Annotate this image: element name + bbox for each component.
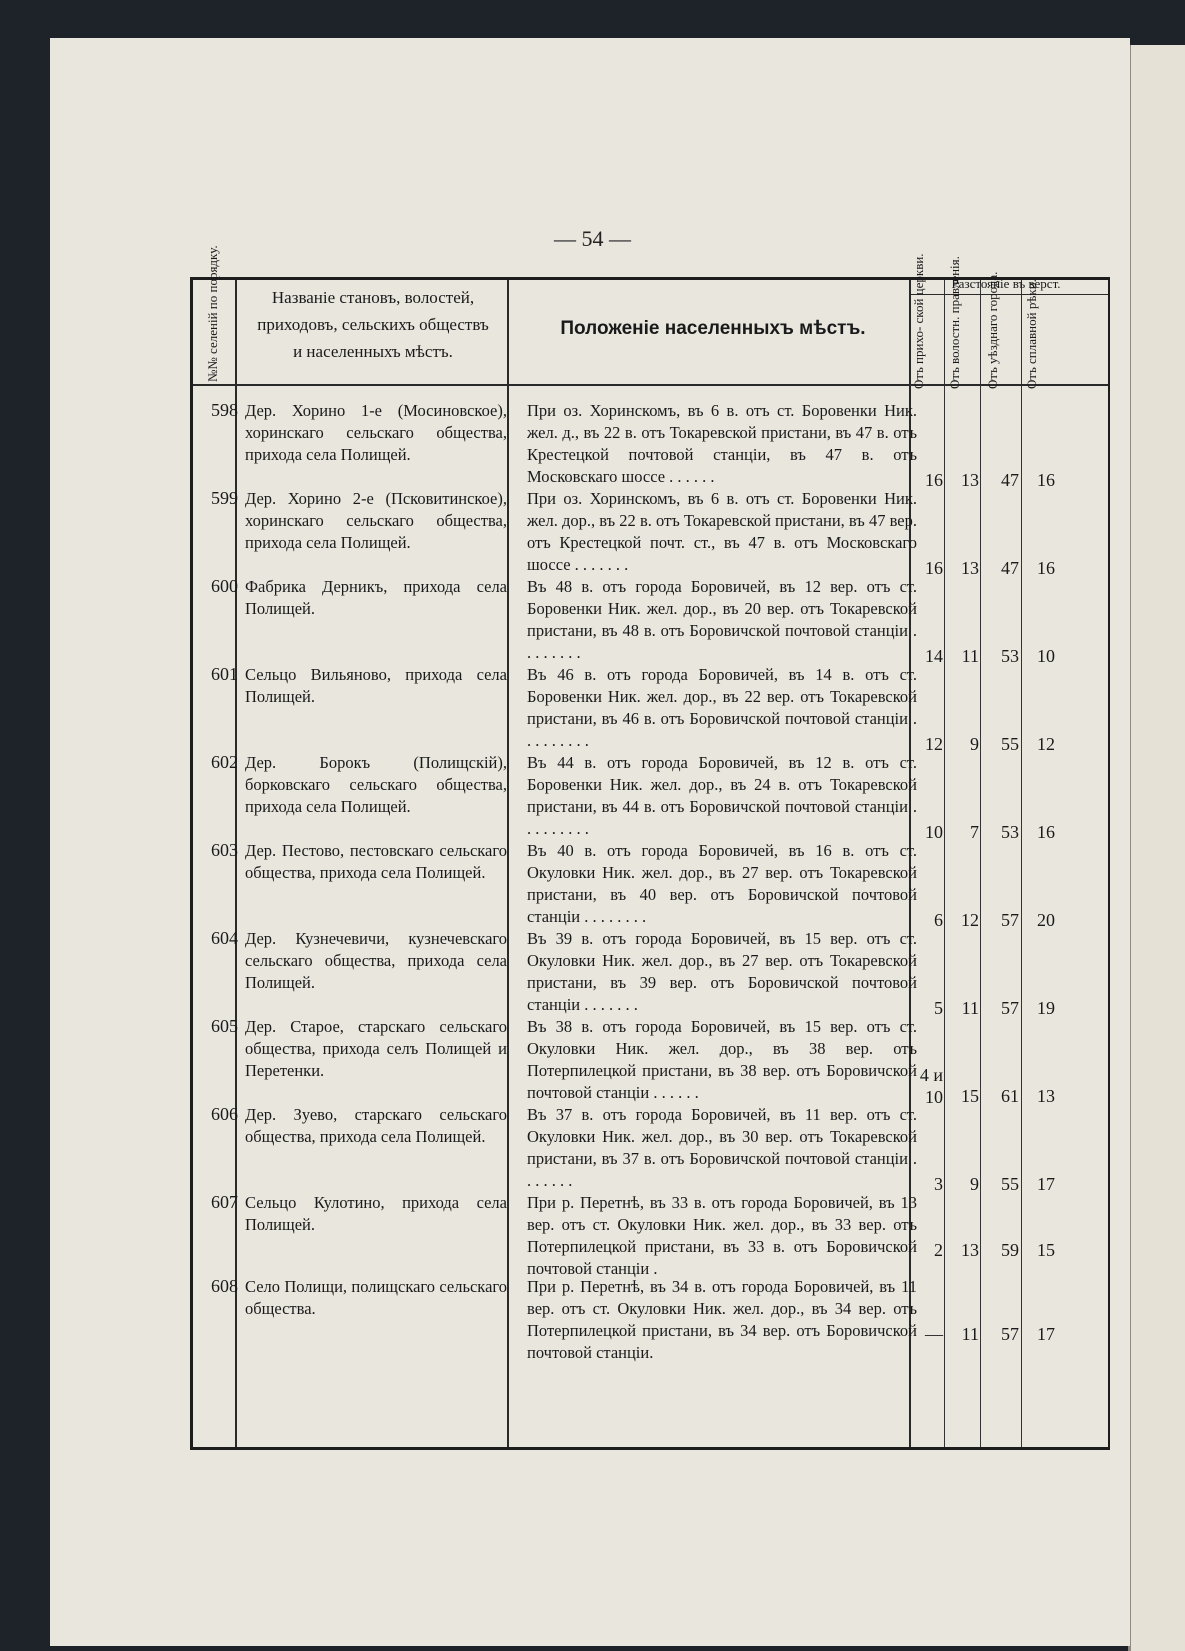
header-river: Отъ сплавной рѣки.: [1024, 279, 1039, 389]
dist-river: 17: [1037, 1174, 1055, 1194]
dist-town: 53: [1001, 822, 1019, 842]
dist-volost: 11: [961, 646, 979, 666]
dist-church: 14: [925, 646, 943, 666]
rule-name: [507, 280, 509, 1447]
distance-group-rule: [909, 294, 1108, 295]
dist-church: 3: [934, 1174, 943, 1194]
settlement-position: При р. Перетнѣ, въ 34 в. отъ города Боровичей, въ 11 вер. отъ ст. Окуловки Ник. жел. дор., въ 34 вер. отъ Потерпилецкой пристани, въ 34 вер. отъ Боровичской почтовой станціи.: [527, 1277, 917, 1362]
dist-town: 57: [1001, 910, 1019, 930]
dist-church: 12: [925, 734, 943, 754]
dist-volost: 11: [961, 1324, 979, 1344]
row-number: 606: [211, 1104, 238, 1124]
dist-volost: 15: [961, 1086, 979, 1106]
dist-river: 16: [1037, 822, 1055, 842]
settlement-name: Сельцо Кулотино, прихода села Полищей.: [245, 1193, 507, 1234]
settlement-position: Въ 38 в. отъ города Боровичей, въ 15 вер. отъ ст. Окуловки Ник. жел. дор., въ 38 вер. отъ Потерпилецкой пристани, въ 38 вер. отъ Боровичской почтовой станціи . . . . . .: [527, 1017, 917, 1102]
header-volost: Отъ волостн. правленія.: [947, 256, 962, 389]
header-num: №№ селеній по порядку.: [205, 245, 220, 382]
header-position: Положеніе населенныхъ мѣстъ.: [560, 318, 866, 339]
rule-num: [235, 280, 237, 1447]
dist-town: 57: [1001, 1324, 1019, 1344]
settlement-name: Дер. Пестово, пестовскаго сельскаго общества, прихода села Полищей.: [245, 841, 507, 882]
dist-volost: 13: [961, 470, 979, 490]
row-number: 607: [211, 1192, 238, 1212]
dist-river: 16: [1037, 558, 1055, 578]
dist-river: 13: [1037, 1086, 1055, 1106]
dist-church: 6: [934, 910, 943, 930]
header-name: Названіе становъ, волостей, приходовъ, сельскихъ обществъ и населенныхъ мѣстъ.: [257, 288, 489, 361]
settlement-position: При р. Перетнѣ, въ 33 в. отъ города Боровичей, въ 13 вер. отъ ст. Окуловки Ник. жел. дор., въ 33 вер. отъ Потерпилецкой пристани, въ 33 в. отъ Боровичской почтовой станціи .: [527, 1193, 917, 1278]
header-church: Отъ прихо- ской церкви.: [911, 253, 926, 389]
settlement-name: Дер. Борокъ (Полищскій), борковскаго сельскаго общества, прихода села Полищей.: [245, 753, 507, 816]
settlement-name: Дер. Старое, старскаго сельскаго общества, прихода селъ Полищей и Перетенки.: [245, 1017, 507, 1080]
dist-town: 61: [1001, 1086, 1019, 1106]
row-number: 608: [211, 1276, 238, 1296]
settlement-position: Въ 40 в. отъ города Боровичей, въ 16 в. отъ ст. Окуловки Ник. жел. дор., въ 27 вер. отъ Токаревской пристани, въ 40 вер. отъ Боровичской почтовой станціи . . . . . . . .: [527, 841, 917, 926]
settlement-position: При оз. Хоринскомъ, въ 6 в. отъ ст. Боровенки Ник. жел. д., въ 22 в. отъ Токаревской пристани, въ 47 в. отъ Крестецкой почтовой станціи, въ 47 в. отъ Московскаго шоссе . . . . . .: [527, 401, 917, 486]
dist-town: 47: [1001, 470, 1019, 490]
dist-town: 59: [1001, 1240, 1019, 1260]
dist-church: 5: [934, 998, 943, 1018]
row-number: 603: [211, 840, 238, 860]
dist-town: 55: [1001, 734, 1019, 754]
row-number: 599: [211, 488, 238, 508]
row-number: 605: [211, 1016, 238, 1036]
dist-river: 12: [1037, 734, 1055, 754]
dist-river: 15: [1037, 1240, 1055, 1260]
row-number: 601: [211, 664, 238, 684]
settlement-name: Дер. Хорино 1-е (Мосиновское), хоринскаго сельскаго общества, прихода села Полищей.: [245, 401, 507, 464]
dist-river: 19: [1037, 998, 1055, 1018]
dist-volost: 7: [970, 822, 979, 842]
settlement-name: Дер. Кузнечевичи, кузнечевскаго сельскаго общества, прихода села Полищей.: [245, 929, 507, 992]
settlement-position: Въ 46 в. отъ города Боровичей, въ 14 в. отъ ст. Боровенки Ник. жел. дор., въ 22 вер. отъ Токаревской пристани, въ 46 в. отъ Боровичской почтовой станціи . . . . . . . . .: [527, 665, 917, 750]
dist-river: 17: [1037, 1324, 1055, 1344]
settlement-name: Дер. Хорино 2-е (Псковитинское), хоринскаго сельскаго общества, прихода села Полищей.: [245, 489, 507, 552]
settlements-table: [190, 245, 1110, 1450]
dist-church: 10: [925, 822, 943, 842]
settlement-position: При оз. Хоринскомъ, въ 6 в. отъ ст. Боровенки Ник. жел. дор., въ 22 в. отъ Токаревской пристани, въ 47 вер. отъ Крестецкой почт. ст., въ 47 в. отъ Московскаго шоссе . . . . . . .: [527, 489, 917, 574]
dist-town: 47: [1001, 558, 1019, 578]
dist-volost: 11: [961, 998, 979, 1018]
row-number: 600: [211, 576, 238, 596]
dist-volost: 9: [970, 1174, 979, 1194]
dist-church: —: [925, 1324, 943, 1344]
dist-town: 53: [1001, 646, 1019, 666]
rule-church: [944, 280, 945, 1447]
rule-volost: [980, 280, 981, 1447]
settlement-name: Село Полищи, полищскаго сельскаго общества.: [245, 1277, 507, 1318]
row-number: 602: [211, 752, 238, 772]
settlement-position: Въ 44 в. отъ города Боровичей, въ 12 в. отъ ст. Боровенки Ник. жел. дор., въ 24 в. отъ Токаревской пристани, въ 44 в. отъ Боровичской почтовой станціи . . . . . . . . .: [527, 753, 917, 838]
row-number: 604: [211, 928, 238, 948]
dist-volost: 13: [961, 1240, 979, 1260]
settlement-position: Въ 39 в. отъ города Боровичей, въ 15 вер. отъ ст. Окуловки Ник. жел. дор., въ 27 вер. отъ Токаревской пристани, въ 39 вер. отъ Боровичской почтовой станціи . . . . . . .: [527, 929, 917, 1014]
settlement-name: Сельцо Вильяново, прихода села Полищей.: [245, 665, 507, 706]
page-number: — 54 —: [554, 226, 631, 251]
facing-page-edge: [1128, 45, 1185, 1651]
settlement-name: Фабрика Дерникъ, прихода села Полищей.: [245, 577, 507, 618]
settlement-position: Въ 48 в. отъ города Боровичей, въ 12 вер. отъ ст. Боровенки Ник. жел. дор., въ 20 вер. отъ Токаревской пристани, въ 48 в. отъ Боровичской почтовой станціи . . . . . . . .: [527, 577, 917, 662]
dist-volost: 13: [961, 558, 979, 578]
dist-town: 55: [1001, 1174, 1019, 1194]
dist-volost: 12: [961, 910, 979, 930]
dist-volost: 9: [970, 734, 979, 754]
row-number: 598: [211, 400, 238, 420]
dist-church: 2: [934, 1240, 943, 1260]
dist-church: 16: [925, 558, 943, 578]
dist-river: 16: [1037, 470, 1055, 490]
dist-town: 57: [1001, 998, 1019, 1018]
settlement-position: Въ 37 в. отъ города Боровичей, въ 11 вер. отъ ст. Окуловки Ник. жел. дор., въ 30 вер. отъ Токаревской пристани, въ 37 в. отъ Боровичской почтовой станціи . . . . . . .: [527, 1105, 917, 1190]
dist-river: 10: [1037, 646, 1055, 666]
settlement-name: Дер. Зуево, старскаго сельскаго общества, прихода села Полищей.: [245, 1105, 507, 1146]
header-distance-group: Разстояніе въ верст.: [951, 276, 1061, 291]
dist-church: 16: [925, 470, 943, 490]
dist-river: 20: [1037, 910, 1055, 930]
rule-town: [1021, 280, 1022, 1447]
header-town: Отъ уѣзднаго города.: [985, 271, 1000, 389]
dist-church: 4 и 10: [919, 1065, 943, 1107]
